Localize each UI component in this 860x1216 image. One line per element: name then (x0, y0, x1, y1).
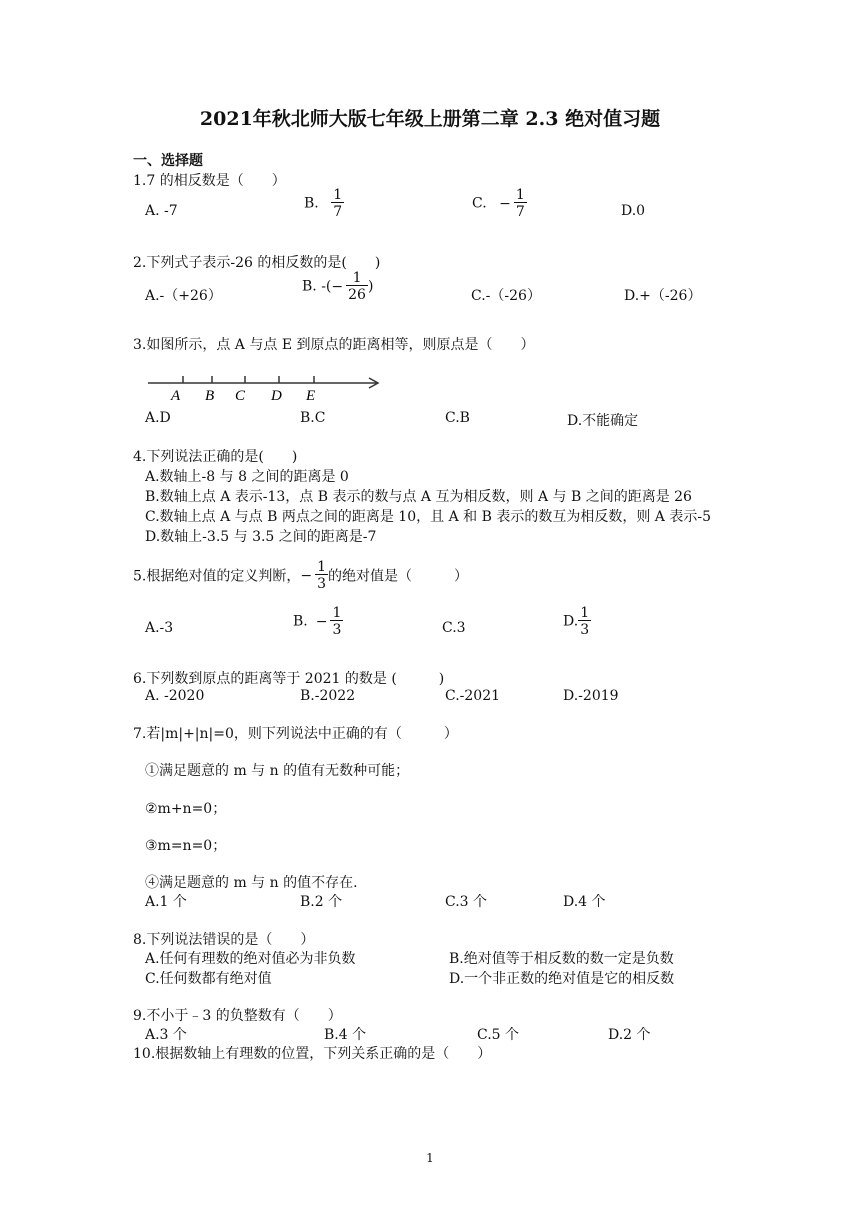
q4-option-c: C.数轴上点 A 与点 B 两点之间的距离是 10，且 A 和 B 表示的数互为相反数，则 A 表示-5 (145, 509, 711, 525)
q6-option-a: A. -2020 (145, 688, 205, 704)
q2-option-c: C.-（-26） (471, 288, 541, 304)
q5-option-b: B. − $\frac{1}{3}$ (293, 605, 342, 638)
q8-option-d: D.一个非正数的绝对值是它的相反数 (449, 971, 675, 987)
q6-option-c: C.-2021 (445, 688, 501, 704)
point-label-c: C (235, 388, 246, 404)
point-label-a: A (171, 388, 181, 404)
q1-option-d: D.0 (621, 203, 646, 219)
q7-option-b: B.2 个 (300, 894, 343, 910)
question-8-stem: 8.下列说法错误的是（ ） (133, 932, 315, 948)
q3-option-c: C.B (445, 410, 470, 426)
q5-option-c: C.3 (442, 620, 466, 636)
q8-option-b: B.绝对值等于相反数的数一定是负数 (449, 951, 674, 967)
q7-statement-1: ①满足题意的 m 与 n 的值有无数种可能； (145, 763, 410, 779)
q7-statement-3: ③m=n=0； (145, 838, 227, 854)
question-3-stem: 3.如图所示，点 A 与点 E 到原点的距离相等，则原点是（ ） (133, 337, 535, 353)
document-title: 2021年秋北师大版七年级上册第二章 2.3 绝对值习题 (199, 108, 661, 130)
q3-option-b: B.C (300, 410, 326, 426)
q3-option-d: D.不能确定 (567, 413, 639, 429)
question-7-stem: 7.若|m|+|n|=0，则下列说法中正确的有（ ） (133, 726, 458, 742)
point-label-e: E (306, 388, 316, 404)
question-2-stem: 2.下列式子表示-26 的相反数的是( ) (133, 255, 381, 271)
question-5-stem: 5.根据绝对值的定义判断，− $\frac{1}{3}$ 的绝对值是（ ） (133, 559, 469, 592)
q2-option-b: B. -(− $\frac{1}{26}$ ) (302, 270, 374, 303)
q5-option-d: D. $\frac{1}{3}$ (563, 605, 590, 638)
point-label-d: D (271, 388, 282, 404)
number-line-figure (145, 368, 385, 404)
q7-option-d: D.4 个 (563, 894, 606, 910)
q4-option-d: D.数轴上-3.5 与 3.5 之间的距离是-7 (145, 529, 377, 545)
q8-option-c: C.任何数都有绝对值 (145, 971, 272, 987)
q2-option-d: D.+（-26） (624, 288, 702, 304)
q9-option-a: A.3 个 (145, 1027, 187, 1043)
question-6-stem: 6.下列数到原点的距离等于 2021 的数是 ( ) (133, 671, 445, 687)
q2-option-a: A.-（+26） (145, 288, 222, 304)
q9-option-d: D.2 个 (608, 1027, 651, 1043)
q7-statement-4: ④满足题意的 m 与 n 的值不存在. (145, 875, 358, 891)
q9-option-c: C.5 个 (477, 1027, 520, 1043)
q3-option-a: A.D (145, 410, 171, 426)
q6-option-b: B.-2022 (300, 688, 356, 704)
q6-option-d: D.-2019 (563, 688, 619, 704)
question-9-stem: 9.不小于﹣3 的负整数有（ ） (133, 1008, 342, 1024)
page-number: 1 (426, 1151, 434, 1165)
question-10-stem: 10.根据数轴上有理数的位置，下列关系正确的是（ ） (133, 1046, 492, 1062)
q9-option-b: B.4 个 (324, 1027, 367, 1043)
section-heading: 一、选择题 (133, 153, 203, 169)
question-1-stem: 1.7 的相反数是（ ） (133, 173, 286, 189)
q4-option-a: A.数轴上-8 与 8 之间的距离是 0 (145, 469, 349, 485)
point-label-b: B (205, 388, 215, 404)
q7-statement-2: ②m+n=0； (145, 801, 227, 817)
question-4-stem: 4.下列说法正确的是( ) (133, 449, 298, 465)
q5-option-a: A.-3 (145, 620, 174, 636)
q1-option-b: B. $\frac{1}{7}$ (304, 187, 343, 220)
q1-option-c: C. − $\frac{1}{7}$ (472, 187, 525, 220)
q1-option-a: A. -7 (145, 203, 178, 219)
q7-option-a: A.1 个 (145, 894, 187, 910)
q7-option-c: C.3 个 (445, 894, 488, 910)
q8-option-a: A.任何有理数的绝对值必为非负数 (145, 951, 356, 967)
q4-option-b: B.数轴上点 A 表示-13，点 B 表示的数与点 A 互为相反数，则 A 与 B 之间的距离是 26 (145, 489, 692, 505)
